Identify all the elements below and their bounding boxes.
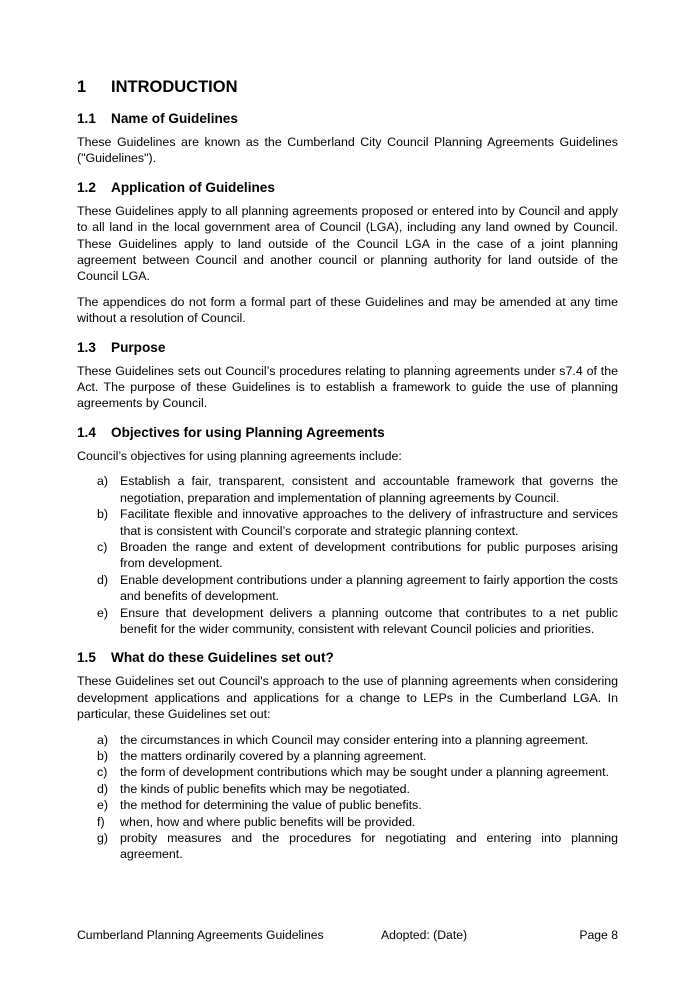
list-item-text: Enable development contributions under a planning agreement to fairly apportion the costs and benefits of development. (120, 572, 618, 604)
page-content (77, 76, 618, 872)
section-number: 1.4 (77, 424, 96, 440)
list-marker: a) (97, 474, 109, 489)
list-item (77, 814, 618, 830)
paragraph: These Guidelines apply to all planning agreements proposed or entered into by Council and apply to all land in the local government area of Council (LGA), including any land owned by Council. These Guidelines apply to land outside of the Council LGA in the case of a joint planning agreement between Council and another council or planning authority for land outside of the Council LGA. (77, 203, 618, 284)
section-heading (77, 339, 618, 357)
section-number: 1.2 (77, 179, 96, 195)
section-title: What do these Guidelines set out? (111, 650, 334, 666)
section-title: Purpose (111, 339, 166, 355)
section-number: 1.5 (77, 650, 96, 666)
list-item (77, 797, 618, 813)
paragraph: These Guidelines set out Council's approach to the use of planning agreements when considering development applications and applications for a change to LEPs in the Cumberland LGA. In particular, these Guidelines set out: (77, 674, 618, 722)
guidelines-scope-list (77, 732, 618, 863)
list-item-text: the method for determining the value of public benefits. (120, 798, 422, 813)
list-item (77, 572, 618, 605)
list-item (77, 539, 618, 572)
list-item-text: when, how and where public benefits will be provided. (120, 814, 416, 829)
section-title: Name of Guidelines (111, 111, 238, 126)
section-title: Application of Guidelines (111, 179, 275, 195)
list-marker: a) (97, 732, 109, 747)
list-marker: d) (97, 572, 109, 587)
section-heading (77, 110, 618, 128)
section-1-3 (77, 339, 618, 412)
chapter-number: 1 (77, 78, 87, 96)
list-item-text: Establish a fair, transparent, consistent and accountable framework that governs the negotiation, preparation and implementation of planning agreements by Council. (120, 474, 618, 505)
list-marker: g) (97, 831, 109, 845)
section-heading (77, 424, 618, 442)
list-marker: d) (97, 781, 109, 796)
list-item-text: the kinds of public benefits which may be negotiated. (120, 781, 410, 796)
section-1-5 (77, 649, 618, 862)
list-item (77, 473, 618, 506)
list-item-text: Broaden the range and extent of development contributions for public purposes arising from development. (120, 539, 618, 571)
list-item (77, 781, 618, 797)
list-marker: e) (97, 798, 109, 813)
list-item-text: probity measures and the procedures for negotiating and entering into planning agreement. (120, 831, 618, 862)
list-item-text: Ensure that development delivers a planning outcome that contributes to a net public benefit for the wider community, consistent with relevant Council policies and priorities. (120, 605, 618, 636)
list-marker: f) (97, 814, 105, 829)
section-title: Objectives for using Planning Agreements (111, 424, 385, 440)
objectives-list (77, 473, 618, 637)
list-marker: b) (97, 748, 109, 763)
paragraph: Council’s objectives for using planning agreements include: (77, 448, 402, 463)
paragraph: These Guidelines sets out Council’s procedures relating to planning agreements under s7.4 of the Act. The purpose of these Guidelines is to establish a framework to guide the use of planning agreements by Council. (77, 363, 618, 411)
list-marker: c) (97, 539, 108, 554)
page-footer (77, 927, 618, 943)
section-number: 1.1 (77, 111, 96, 126)
list-item (77, 764, 618, 780)
list-marker: b) (97, 507, 109, 522)
section-heading (77, 179, 618, 197)
section-1-4 (77, 424, 618, 637)
list-item (77, 605, 618, 638)
chapter-title: INTRODUCTION (111, 78, 238, 96)
footer-document-title: Cumberland Planning Agreements Guidelines (77, 928, 324, 942)
paragraph: The appendices do not form a formal part of these Guidelines and may be amended at any time without a resolution of Council. (77, 294, 618, 326)
section-1-1 (77, 110, 618, 167)
list-item (77, 830, 618, 863)
chapter-heading (77, 76, 618, 98)
footer-page-number: Page 8 (579, 928, 618, 942)
footer-adopted-date: Adopted: (Date) (381, 928, 468, 942)
list-item (77, 732, 618, 748)
list-marker: c) (97, 765, 108, 780)
list-item (77, 748, 618, 764)
list-item-text: the form of development contributions which may be sought under a planning agreement. (120, 765, 610, 780)
list-marker: e) (97, 605, 109, 620)
list-item-text: the matters ordinarily covered by a planning agreement. (120, 748, 427, 763)
section-heading (77, 649, 618, 667)
list-item-text: Facilitate flexible and innovative approaches to the delivery of infrastructure and services that is consistent with Council’s corporate and strategic planning context. (120, 507, 618, 538)
list-item-text: the circumstances in which Council may consider entering into a planning agreement. (120, 732, 589, 747)
section-1-2 (77, 179, 618, 327)
list-item (77, 506, 618, 539)
paragraph: These Guidelines are known as the Cumberland City Council Planning Agreements Guidelines ("Guidelines"). (77, 135, 618, 166)
section-number: 1.3 (77, 339, 96, 355)
